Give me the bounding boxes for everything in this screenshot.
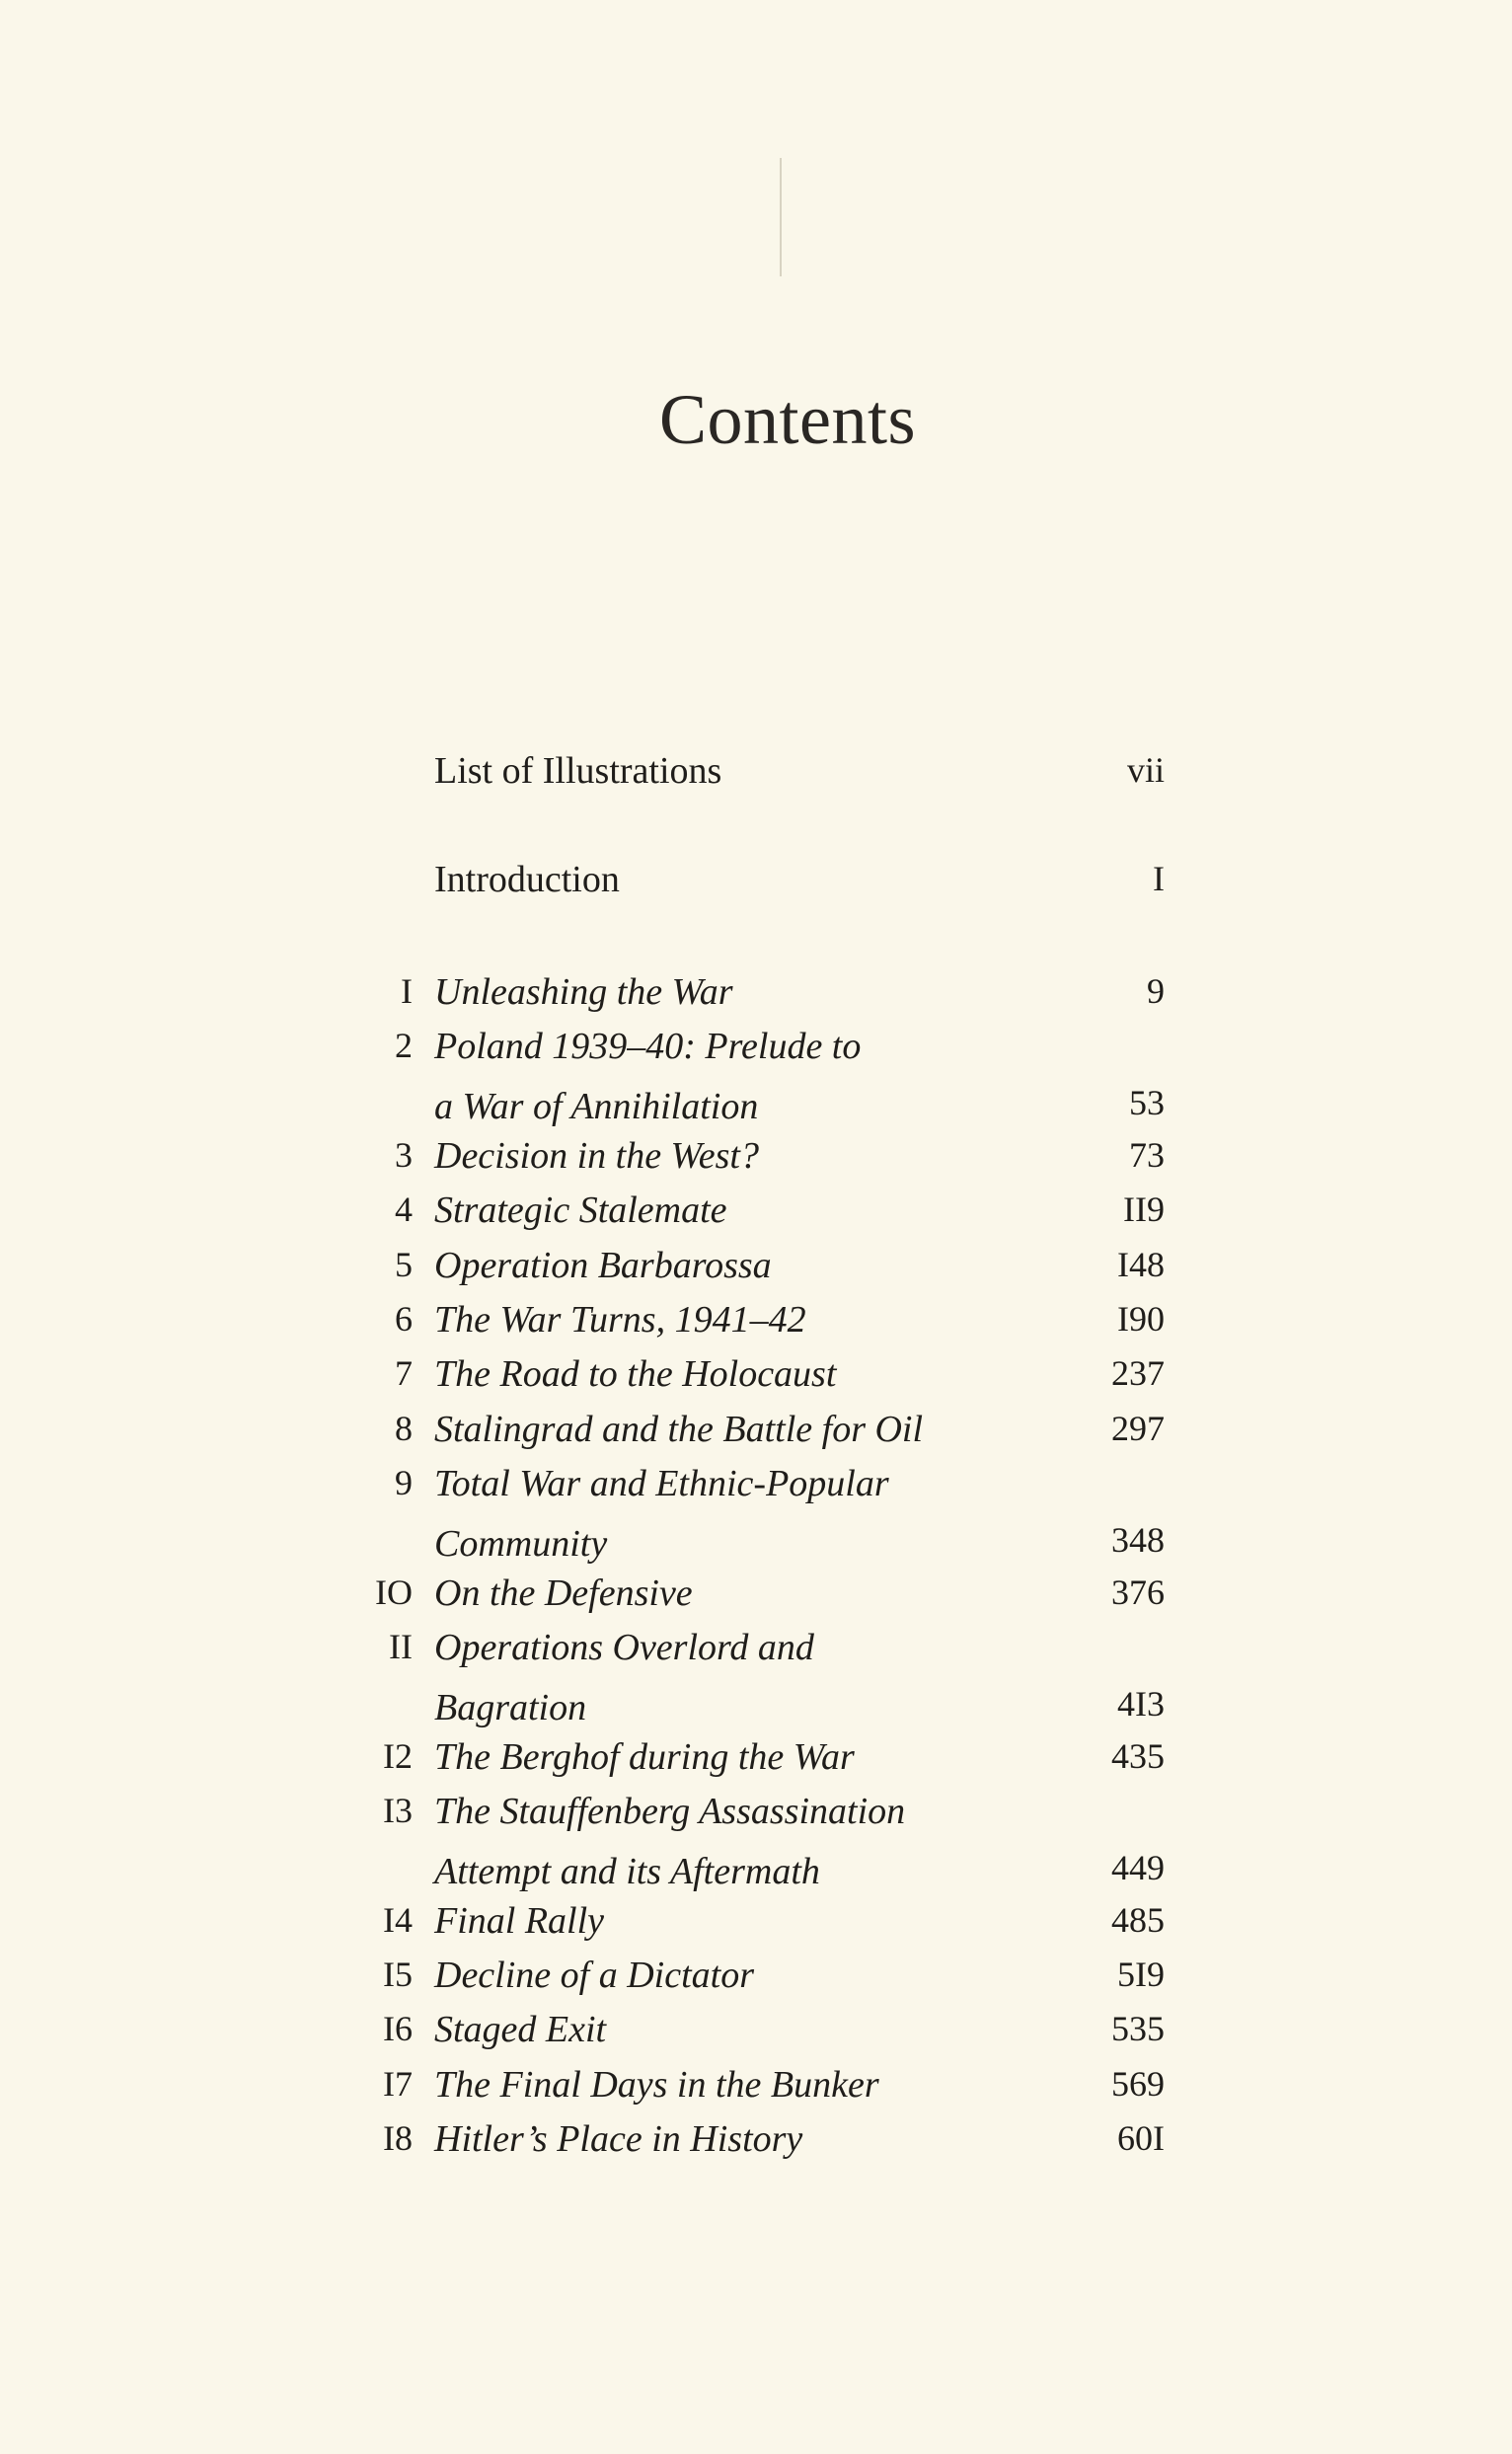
chapter-number: 9 — [395, 1463, 413, 1502]
chapter-page: 53 — [1129, 1083, 1165, 1122]
chapter-title: The Stauffenberg Assassination Attempt and its Aftermath — [434, 1791, 906, 1892]
chapter-title: Unleashing the War — [434, 971, 733, 1013]
chapter-number: I8 — [383, 2118, 413, 2158]
toc-chapter-11[interactable] — [336, 1626, 1165, 1728]
chapter-page: 485 — [1111, 1900, 1165, 1940]
toc-chapter-4[interactable] — [336, 1189, 1165, 1243]
chapter-page: 297 — [1111, 1409, 1165, 1448]
toc-entry-page: vii — [1126, 750, 1165, 790]
chapter-title: Decision in the West? — [434, 1135, 759, 1177]
toc-entry-page: I — [1153, 859, 1165, 898]
chapter-number: 7 — [395, 1353, 413, 1393]
chapter-page: II9 — [1123, 1189, 1165, 1229]
chapter-title: Poland 1939–40: Prelude to a War of Annihilation — [434, 1026, 862, 1127]
toc-chapter-5[interactable] — [336, 1244, 1165, 1298]
chapter-number: 6 — [395, 1299, 413, 1339]
toc-chapter-2[interactable] — [336, 1025, 1165, 1127]
chapter-number: 3 — [395, 1135, 413, 1175]
page-title: Contents — [658, 380, 916, 460]
chapter-title: On the Defensive — [434, 1572, 693, 1614]
toc-entry-title: List of Illustrations — [434, 750, 722, 792]
chapter-title: Stalingrad and the Battle for Oil — [434, 1409, 924, 1450]
chapter-title: Final Rally — [434, 1900, 605, 1942]
toc-chapter-3[interactable] — [336, 1134, 1165, 1189]
chapter-title: Staged Exit — [434, 2009, 607, 2050]
chapter-title: The Road to the Holocaust — [434, 1353, 837, 1395]
toc-entry-list-of-illustrations[interactable] — [336, 749, 1165, 804]
chapter-page: I90 — [1117, 1299, 1165, 1339]
chapter-page: 5I9 — [1117, 1955, 1165, 1994]
page-crease-mark — [780, 158, 782, 276]
chapter-title: Strategic Stalemate — [434, 1189, 727, 1231]
chapter-page: 449 — [1111, 1848, 1165, 1887]
toc-chapter-9[interactable] — [336, 1462, 1165, 1565]
chapter-page: 4I3 — [1117, 1684, 1165, 1724]
chapter-number: 2 — [395, 1026, 413, 1065]
chapter-page: 535 — [1111, 2009, 1165, 2048]
toc-chapter-14[interactable] — [336, 1899, 1165, 1954]
chapter-number: I2 — [383, 1736, 413, 1776]
chapter-title: Operation Barbarossa — [434, 1245, 772, 1286]
chapter-page: 348 — [1111, 1520, 1165, 1560]
chapter-page: 435 — [1111, 1736, 1165, 1776]
toc-chapter-12[interactable] — [336, 1735, 1165, 1790]
toc-chapter-7[interactable] — [336, 1352, 1165, 1407]
chapter-page: 60I — [1117, 2118, 1165, 2158]
toc-chapter-18[interactable] — [336, 2117, 1165, 2172]
chapter-number: 5 — [395, 1245, 413, 1284]
toc-chapter-10[interactable] — [336, 1572, 1165, 1626]
chapter-number: I — [401, 971, 413, 1011]
toc-chapter-13[interactable] — [336, 1790, 1165, 1892]
chapter-title: The Berghof during the War — [434, 1736, 855, 1778]
toc-entry-title: Introduction — [434, 859, 620, 900]
chapter-title: The Final Days in the Bunker — [434, 2064, 879, 2106]
toc-chapter-1[interactable] — [336, 970, 1165, 1025]
toc-chapter-6[interactable] — [336, 1298, 1165, 1352]
chapter-title: The War Turns, 1941–42 — [434, 1299, 806, 1341]
chapter-title: Total War and Ethnic-Popular Community — [434, 1463, 889, 1565]
chapter-page: 73 — [1129, 1135, 1165, 1175]
toc-chapter-15[interactable] — [336, 1954, 1165, 2008]
chapter-number: 8 — [395, 1409, 413, 1448]
toc-entry-introduction[interactable] — [336, 858, 1165, 912]
chapter-page: 237 — [1111, 1353, 1165, 1393]
chapter-number: I3 — [383, 1791, 413, 1830]
chapter-title: Decline of a Dictator — [434, 1955, 754, 1996]
chapter-number: I4 — [383, 1900, 413, 1940]
chapter-number: I5 — [383, 1955, 413, 1994]
chapter-page: 9 — [1147, 971, 1165, 1011]
chapter-number: II — [389, 1627, 413, 1666]
toc-chapter-16[interactable] — [336, 2008, 1165, 2062]
chapter-number: IO — [375, 1572, 413, 1612]
chapter-title: Hitler’s Place in History — [434, 2118, 803, 2160]
toc-chapter-8[interactable] — [336, 1408, 1165, 1462]
chapter-number: I6 — [383, 2009, 413, 2048]
chapter-page: I48 — [1117, 1245, 1165, 1284]
chapter-number: I7 — [383, 2064, 413, 2104]
chapter-page: 569 — [1111, 2064, 1165, 2104]
chapter-number: 4 — [395, 1189, 413, 1229]
chapter-page: 376 — [1111, 1572, 1165, 1612]
toc-chapter-17[interactable] — [336, 2063, 1165, 2117]
chapter-title: Operations Overlord and Bagration — [434, 1627, 814, 1728]
